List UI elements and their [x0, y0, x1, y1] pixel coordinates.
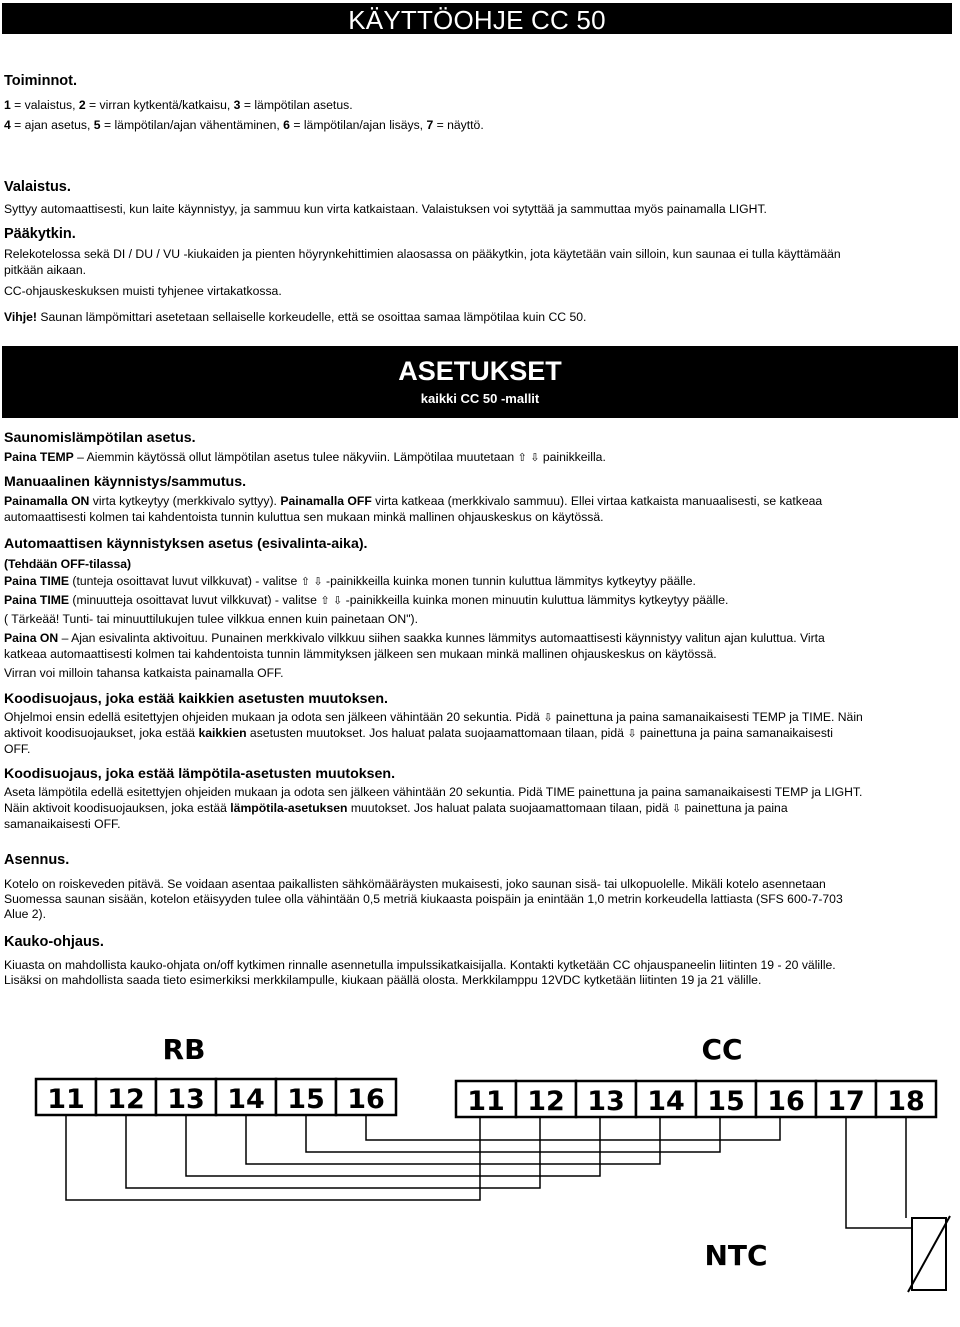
text-run: virta kytkeytyy (merkkivalo syttyy).	[89, 494, 281, 508]
manuaalinen-heading: Manuaalinen käynnistys/sammutus.	[4, 474, 247, 490]
page-title: KÄYTTÖOHJE CC 50	[348, 5, 606, 35]
text-run: painettuna ja paina samanaikaisesti TEMP ja TIME. Näin	[552, 710, 863, 724]
automaattinen-subheading: (Tehdään OFF-tilassa)	[4, 557, 132, 571]
cc-terminal-label: 17	[827, 1086, 865, 1117]
arrow-icon: ⇩	[627, 727, 637, 740]
asennus-line-3: Alue 2).	[4, 907, 47, 921]
text-run: (tunteja osoittavat luvut vilkkuvat) - valitse	[69, 574, 301, 588]
valaistus-heading: Valaistus.	[4, 179, 71, 195]
rb-terminal-label: 16	[347, 1084, 385, 1115]
valaistus-text: Syttyy automaattisesti, kun laite käynnistyy, ja sammuu kun virta katkaistaan. Valaistuksen voi sytyttää ja sammuttaa myös painamalla LIGHT.	[4, 202, 767, 216]
text-run: -painikkeilla kuinka monen tunnin kuluttua lämmitys kytkeytyy päälle.	[322, 574, 696, 588]
manuaalinen-line-2: automaattisesti kolmen tai kahdentoista tunnin kuluttua sen mukaan minkä mallinen ohjauskeskus on käytössä.	[4, 510, 604, 524]
cc-terminal-label: 16	[767, 1086, 805, 1117]
cc-terminal-label: 13	[587, 1086, 625, 1117]
kauko-heading: Kauko-ohjaus.	[4, 934, 104, 950]
toiminnot-line-2	[4, 118, 484, 133]
rb-terminal-label: 13	[167, 1084, 205, 1115]
bold-run: 3	[233, 98, 241, 112]
text-run: virta katkeaa (merkkivalo sammuu). Ellei virtaa katkaista manuaalisesti, se katkeaa	[371, 494, 823, 508]
ntc-slash	[908, 1216, 950, 1292]
wire	[186, 1115, 600, 1176]
bold-run: 5	[93, 118, 101, 132]
arrow-icon: ⇩	[543, 711, 553, 724]
automaattinen-line-4	[4, 631, 825, 646]
cc-terminal-strip	[456, 1081, 936, 1117]
cc-label: CC	[701, 1033, 743, 1066]
koodi2-line-2	[4, 801, 788, 816]
koodi1-line-2	[4, 726, 833, 741]
cc-terminal-label: 14	[647, 1086, 685, 1117]
text-run: = lämpötilan asetus.	[240, 98, 353, 112]
bold-run: kaikkien	[198, 726, 247, 740]
text-run: (minuutteja osoittavat luvut vilkkuvat) - valitse	[69, 593, 321, 607]
text-run: = lämpötilan/ajan vähentäminen,	[100, 118, 284, 132]
asetukset-title: ASETUKSET	[398, 356, 562, 386]
automaattinen-line-3: ( Tärkeää! Tunti- tai minuuttilukujen tulee vilkkua ennen kuin painetaan ON").	[4, 612, 418, 626]
kauko-line-1: Kiuasta on mahdollista kauko-ohjata on/off kytkimen rinnalle asennetulla impulssikatkaisijalla. Kontakti kytketään CC ohjauspaneelin liitinten 19 - 20 välille.	[4, 958, 836, 972]
rb-terminal-strip	[36, 1079, 396, 1115]
rb-label: RB	[162, 1033, 206, 1066]
text-run: painettuna ja paina	[681, 801, 788, 815]
automaattinen-line-2	[4, 593, 728, 608]
asennus-line-1: Kotelo on roiskeveden pitävä. Se voidaan asentaa paikallisten sähkömääräysten mukaisesti, joko saunan sisä- tai ulkopuolelle. Mikäli kotelo asennetaan	[4, 877, 826, 891]
wire	[366, 1115, 780, 1140]
cc-terminal-label: 12	[527, 1086, 565, 1117]
text-run: Ohjelmoi ensin edellä esitettyjen ohjeiden mukaan ja odota sen jälkeen vähintään 20 sekuntia. Pidä	[4, 710, 544, 724]
asennus-line-2: Suomessa saunan sisään, kotelon etäisyyden tulee olla vähintään 0,5 metriä kiukaasta poispäin ja enintään 1,0 metrin korkeudella lattiasta (SFS 600-7-703	[4, 892, 843, 906]
text-run: = näyttö.	[433, 118, 484, 132]
ntc-wire	[846, 1117, 912, 1228]
text-run: – Aiemmin käytössä ollut lämpötilan asetus tulee näkyviin. Lämpötilaa muutetaan	[73, 450, 518, 464]
cc-terminal-label: 11	[467, 1086, 505, 1117]
text-run: aktivoit koodisuojaukset, joka estää	[4, 726, 199, 740]
ntc-sensor	[846, 1117, 950, 1292]
bold-run: Paina ON	[4, 631, 59, 645]
koodi2-line-3: samanaikaisesti OFF.	[4, 817, 121, 831]
text-run: muutokset. Jos haluat palata suojaamattomaan tilaan, pidä	[347, 801, 672, 815]
automaattinen-line-5: katkeaa automaattisesti kolmen tai kahdentoista tunnin lämmityksen jälkeen sen mukaan minkä mallinen ohjauskeskus on käytössä.	[4, 647, 717, 661]
koodi1-heading: Koodisuojaus, joka estää kaikkien asetusten muutoksen.	[4, 691, 388, 707]
paakytkin-line-3: CC-ohjauskeskuksen muisti tyhjenee virtakatkossa.	[4, 284, 282, 298]
automaattinen-line-6: Virran voi milloin tahansa katkaista painamalla OFF.	[4, 666, 284, 680]
text-run: -painikkeilla kuinka monen minuutin kuluttua lämmitys kytkeytyy päälle.	[342, 593, 729, 607]
text-run: painikkeilla.	[539, 450, 606, 464]
bold-run: Painamalla ON	[4, 494, 90, 508]
ntc-label: NTC	[704, 1239, 768, 1272]
toiminnot-heading: Toiminnot.	[4, 73, 78, 89]
bold-run: 2	[78, 98, 86, 112]
text-run: asetusten muutokset. Jos haluat palata suojaamattomaan tilaan, pidä	[246, 726, 628, 740]
vihje-line	[4, 310, 586, 325]
toiminnot-line-1	[4, 98, 353, 113]
saunomis-line	[4, 450, 606, 465]
bold-run: Painamalla OFF	[280, 494, 372, 508]
paakytkin-heading: Pääkytkin.	[4, 226, 76, 242]
vihje-text: Saunan lämpömittari asetetaan sellaiselle korkeudelle, että se osoittaa samaa lämpötilaa kuin CC 50.	[36, 310, 587, 324]
bold-run: 6	[283, 118, 290, 132]
text-run: = ajan asetus,	[10, 118, 94, 132]
bold-run: lämpötila-asetuksen	[230, 801, 348, 815]
cc-terminal-label: 15	[707, 1086, 745, 1117]
title-band	[2, 3, 952, 34]
rb-terminal-label: 12	[107, 1084, 145, 1115]
koodi2-line-1: Aseta lämpötila edellä esitettyjen ohjeiden mukaan ja odota sen jälkeen vähintään 20 sekuntia. Pidä TIME painettuna ja paina samanaikaisesti TEMP ja LIGHT.	[4, 785, 863, 799]
saunomis-heading: Saunomislämpötilan asetus.	[4, 430, 196, 446]
rb-terminal-label: 14	[227, 1084, 265, 1115]
arrow-icon: ⇧ ⇩	[320, 594, 343, 607]
text-run: – Ajan esivalinta aktivoituu. Punainen merkkivalo vilkkuu siihen saakka kunnes lämmitys automaattisesti käynnistyy valitun ajan kuluttua. Virta	[58, 631, 825, 645]
asetukset-band	[2, 346, 958, 418]
manuaalinen-line-1	[4, 494, 822, 509]
paakytkin-line-1: Relekotelossa sekä DI / DU / VU -kiukaiden ja pienten höyrynkehittimien alaosassa on pääkytkin, jota käytetään vain silloin, kun saunaa ei tulla käyttämään	[4, 247, 841, 261]
vihje-label: Vihje!	[4, 310, 37, 324]
bold-run: 7	[426, 118, 434, 132]
bold-run: Paina TIME	[4, 574, 70, 588]
wire	[306, 1115, 720, 1152]
bold-run: Paina TIME	[4, 593, 70, 607]
text-run: painettuna ja paina samanaikaisesti	[636, 726, 834, 740]
rb-terminal-label: 15	[287, 1084, 325, 1115]
arrow-icon: ⇩	[672, 802, 682, 815]
rb-terminal-label: 11	[47, 1084, 85, 1115]
arrow-icon: ⇧ ⇩	[300, 575, 323, 588]
text-run: Näin aktivoit koodisuojauksen, joka estää	[4, 801, 231, 815]
cc-terminal-label: 18	[887, 1086, 925, 1117]
paakytkin-line-2: pitkään aikaan.	[4, 263, 86, 277]
wiring-diagram	[0, 1000, 960, 1327]
koodi1-line-1	[4, 710, 863, 725]
asennus-heading: Asennus.	[4, 852, 70, 868]
koodi2-heading: Koodisuojaus, joka estää lämpötila-asetusten muutoksen.	[4, 766, 396, 782]
automaattinen-heading: Automaattisen käynnistyksen asetus (esivalinta-aika).	[4, 536, 368, 552]
bold-run: 1	[4, 98, 11, 112]
arrow-icon: ⇧ ⇩	[517, 451, 540, 464]
wire-group	[66, 1115, 780, 1200]
bold-run: 4	[4, 118, 11, 132]
asetukset-subtitle: kaikki CC 50 -mallit	[420, 391, 540, 406]
koodi1-line-3: OFF.	[4, 742, 31, 756]
kauko-line-2: Lisäksi on mahdollista saada tieto esimerkiksi merkkilampulle, kiukaan päällä olosta. Merkkilamppu 12VDC kytketään liitinten 19 ja 21 välille.	[4, 973, 762, 987]
text-run: = virran kytkentä/katkaisu,	[85, 98, 234, 112]
automaattinen-line-1	[4, 574, 696, 589]
text-run: = lämpötilan/ajan lisäys,	[289, 118, 427, 132]
bold-run: Paina TEMP	[4, 450, 74, 464]
text-run: = valaistus,	[10, 98, 79, 112]
